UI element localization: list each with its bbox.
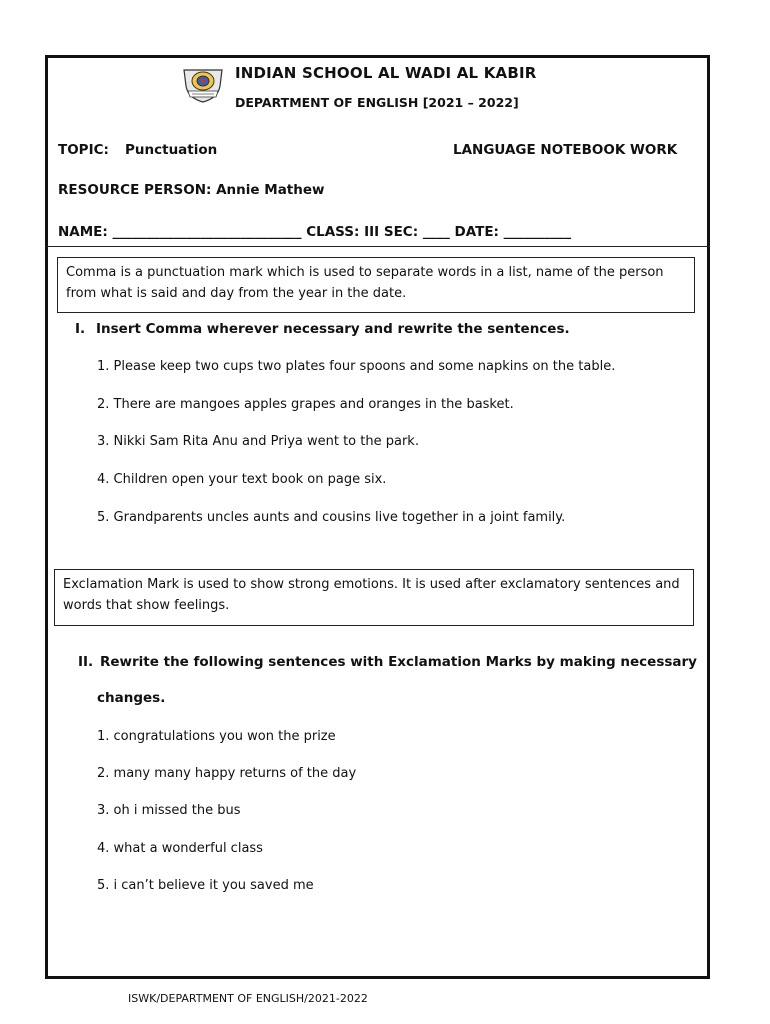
list-item: 5. i can’t believe it you saved me xyxy=(97,878,314,893)
list-item: 5. Grandparents uncles aunts and cousins live together in a joint family. xyxy=(97,510,566,525)
list-item: 2. many many happy returns of the day xyxy=(97,766,357,781)
student-details-row: NAME: ____________________________ CLASS: III SEC: ____ DATE: __________ xyxy=(58,224,572,240)
page-footer: ISWK/DEPARTMENT OF ENGLISH/2021-2022 xyxy=(128,992,368,1005)
section-1-number: I. xyxy=(75,321,86,337)
list-item: 4. Children open your text book on page six. xyxy=(97,472,387,487)
school-name: INDIAN SCHOOL AL WADI AL KABIR xyxy=(235,64,537,82)
exclamation-definition-box xyxy=(54,569,694,626)
department-title: DEPARTMENT OF ENGLISH [2021 – 2022] xyxy=(235,95,519,110)
resource-person: RESOURCE PERSON: Annie Mathew xyxy=(58,182,325,198)
list-item: 2. There are mangoes apples grapes and oranges in the basket. xyxy=(97,397,514,412)
exclamation-definition-text: Exclamation Mark is used to show strong emotions. It is used after exclamatory sentences and words that show feelings. xyxy=(63,577,680,613)
list-item: 3. Nikki Sam Rita Anu and Priya went to the park. xyxy=(97,434,419,449)
topic-value: Punctuation xyxy=(125,142,218,158)
comma-definition-box xyxy=(57,257,695,313)
list-item: 1. Please keep two cups two plates four spoons and some napkins on the table. xyxy=(97,359,616,374)
work-type-label: LANGUAGE NOTEBOOK WORK xyxy=(453,142,678,158)
comma-definition-text: Comma is a punctuation mark which is used to separate words in a list, name of the person from what is said and day from the year in the date. xyxy=(66,265,664,301)
list-item: 4. what a wonderful class xyxy=(97,841,263,856)
topic-label: TOPIC: xyxy=(58,142,109,158)
section-2-heading: Rewrite the following sentences with Exclamation Marks by making necessary xyxy=(100,654,697,670)
school-crest-icon xyxy=(180,64,226,104)
section-2-heading-cont: changes. xyxy=(97,690,166,706)
list-item: 3. oh i missed the bus xyxy=(97,803,241,818)
list-item: 1. congratulations you won the prize xyxy=(97,729,336,744)
section-2-number: II. xyxy=(78,654,94,670)
section-1-heading: Insert Comma wherever necessary and rewrite the sentences. xyxy=(96,321,570,337)
